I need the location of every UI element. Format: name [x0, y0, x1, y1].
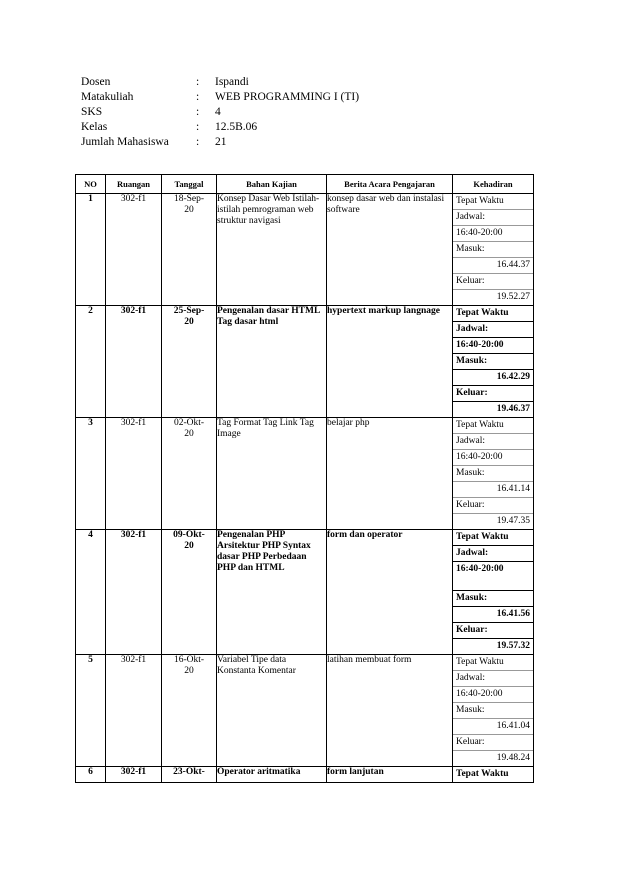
jadwal-label: Jadwal: [453, 434, 533, 450]
attendance-stack [453, 418, 533, 529]
cell-ruangan: 302-f1 [106, 306, 162, 418]
masuk-value: 16.41.04 [453, 719, 533, 735]
jadwal-label: Jadwal: [453, 671, 533, 687]
attendance-stack [453, 655, 533, 766]
column-header-bahan: Bahan Kajian [217, 175, 327, 194]
status-badge: Tepat Waktu [456, 769, 509, 779]
keluar-label: Keluar: [453, 386, 533, 402]
jadwal-value: 16:40-20:00 [453, 338, 533, 354]
header-colon: : [196, 106, 200, 118]
masuk-value: 16.41.56 [453, 607, 533, 623]
status-badge: Tepat Waktu [453, 194, 533, 210]
attendance-stack [453, 767, 533, 782]
keluar-value: 19.47.35 [496, 516, 530, 526]
column-header-ruangan: Ruangan [106, 175, 162, 194]
cell-bahan: Konsep Dasar Web Istilah-istilah pemrograman web struktur navigasi [217, 194, 327, 306]
attendance-stack [453, 194, 533, 305]
header-label: Jumlah Mahasiswa [81, 136, 169, 148]
masuk-value: 16.44.37 [453, 258, 533, 274]
header-value: 21 [215, 136, 227, 148]
column-header-tanggal: Tanggal [162, 175, 217, 194]
cell-no: 1 [76, 194, 106, 306]
cell-kehadiran [453, 194, 534, 306]
header-value: WEB PROGRAMMING I (TI) [215, 91, 360, 103]
attendance-table [75, 174, 534, 783]
masuk-label: Masuk: [453, 354, 533, 370]
table-row [76, 530, 534, 655]
table-row [76, 418, 534, 530]
masuk-value: 16.42.29 [453, 370, 533, 386]
table-row [76, 306, 534, 418]
header-value: Ispandi [215, 76, 249, 88]
jadwal-label: Jadwal: [453, 322, 533, 338]
cell-bahan: Variabel Tipe data Konstanta Komentar [217, 655, 327, 767]
keluar-label: Keluar: [453, 498, 533, 514]
cell-berita: latihan membuat form [327, 655, 453, 767]
status-badge: Tepat Waktu [453, 530, 533, 546]
jadwal-value: 16:40-20:00 [453, 562, 533, 591]
jadwal-value: 16:40-20:00 [453, 450, 533, 466]
keluar-value: 19.57.32 [496, 641, 530, 651]
masuk-label: Masuk: [453, 703, 533, 719]
header-label: Kelas [81, 121, 108, 133]
header-colon: : [196, 136, 200, 148]
cell-berita: konsep dasar web dan instalasi software [327, 194, 453, 306]
column-header-berita: Berita Acara Pengajaran [327, 175, 453, 194]
cell-kehadiran [453, 530, 534, 655]
jadwal-value: 16:40-20:00 [453, 687, 533, 703]
cell-ruangan: 302-f1 [106, 655, 162, 767]
cell-bahan: Pengenalan PHP Arsitektur PHP Syntax dasar PHP Perbedaan PHP dan HTML [217, 530, 327, 655]
cell-berita: form dan operator [327, 530, 453, 655]
cell-tanggal: 16-Okt- 20 [162, 655, 217, 767]
cell-no: 2 [76, 306, 106, 418]
status-badge: Tepat Waktu [453, 418, 533, 434]
header-value: 12.5B.06 [215, 121, 258, 133]
masuk-label: Masuk: [453, 591, 533, 607]
cell-ruangan: 302-f1 [106, 767, 162, 783]
cell-ruangan: 302-f1 [106, 194, 162, 306]
keluar-label: Keluar: [453, 735, 533, 751]
column-header-kehadiran: Kehadiran [453, 175, 534, 194]
cell-ruangan: 302-f1 [106, 530, 162, 655]
keluar-label: Keluar: [453, 274, 533, 290]
cell-tanggal: 18-Sep- 20 [162, 194, 217, 306]
attendance-stack [453, 530, 533, 654]
keluar-value: 19.48.24 [496, 753, 530, 763]
cell-tanggal: 09-Okt- 20 [162, 530, 217, 655]
status-badge: Tepat Waktu [453, 306, 533, 322]
table-row [76, 194, 534, 306]
cell-kehadiran [453, 767, 534, 783]
cell-tanggal: 23-Okt- [162, 767, 217, 783]
table-row [76, 767, 534, 783]
cell-berita: belajar php [327, 418, 453, 530]
jadwal-label: Jadwal: [453, 210, 533, 226]
cell-no: 3 [76, 418, 106, 530]
cell-no: 4 [76, 530, 106, 655]
table-row [76, 655, 534, 767]
header-label: Matakuliah [81, 91, 134, 103]
attendance-stack [453, 306, 533, 417]
header-label: Dosen [81, 76, 111, 88]
header-colon: : [196, 121, 200, 133]
cell-berita: form lanjutan [327, 767, 453, 783]
keluar-label: Keluar: [453, 623, 533, 639]
cell-no: 5 [76, 655, 106, 767]
cell-kehadiran [453, 306, 534, 418]
table-header-row [76, 175, 534, 194]
keluar-value: 19.52.27 [496, 292, 530, 302]
status-badge: Tepat Waktu [453, 655, 533, 671]
jadwal-value: 16:40-20:00 [453, 226, 533, 242]
header-colon: : [196, 76, 200, 88]
masuk-label: Masuk: [453, 466, 533, 482]
jadwal-label: Jadwal: [453, 546, 533, 562]
header-value: 4 [215, 106, 221, 118]
column-header-no: NO [76, 175, 106, 194]
cell-tanggal: 02-Okt- 20 [162, 418, 217, 530]
header-colon: : [196, 91, 200, 103]
cell-ruangan: 302-f1 [106, 418, 162, 530]
cell-kehadiran [453, 655, 534, 767]
cell-bahan: Pengenalan dasar HTML Tag dasar html [217, 306, 327, 418]
masuk-label: Masuk: [453, 242, 533, 258]
cell-tanggal: 25-Sep- 20 [162, 306, 217, 418]
cell-bahan: Tag Format Tag Link Tag Image [217, 418, 327, 530]
masuk-value: 16.41.14 [453, 482, 533, 498]
header-label: SKS [81, 106, 103, 118]
cell-kehadiran [453, 418, 534, 530]
cell-no: 6 [76, 767, 106, 783]
cell-berita: hypertext markup langnage [327, 306, 453, 418]
keluar-value: 19.46.37 [496, 404, 530, 414]
cell-bahan: Operator aritmatika [217, 767, 327, 783]
